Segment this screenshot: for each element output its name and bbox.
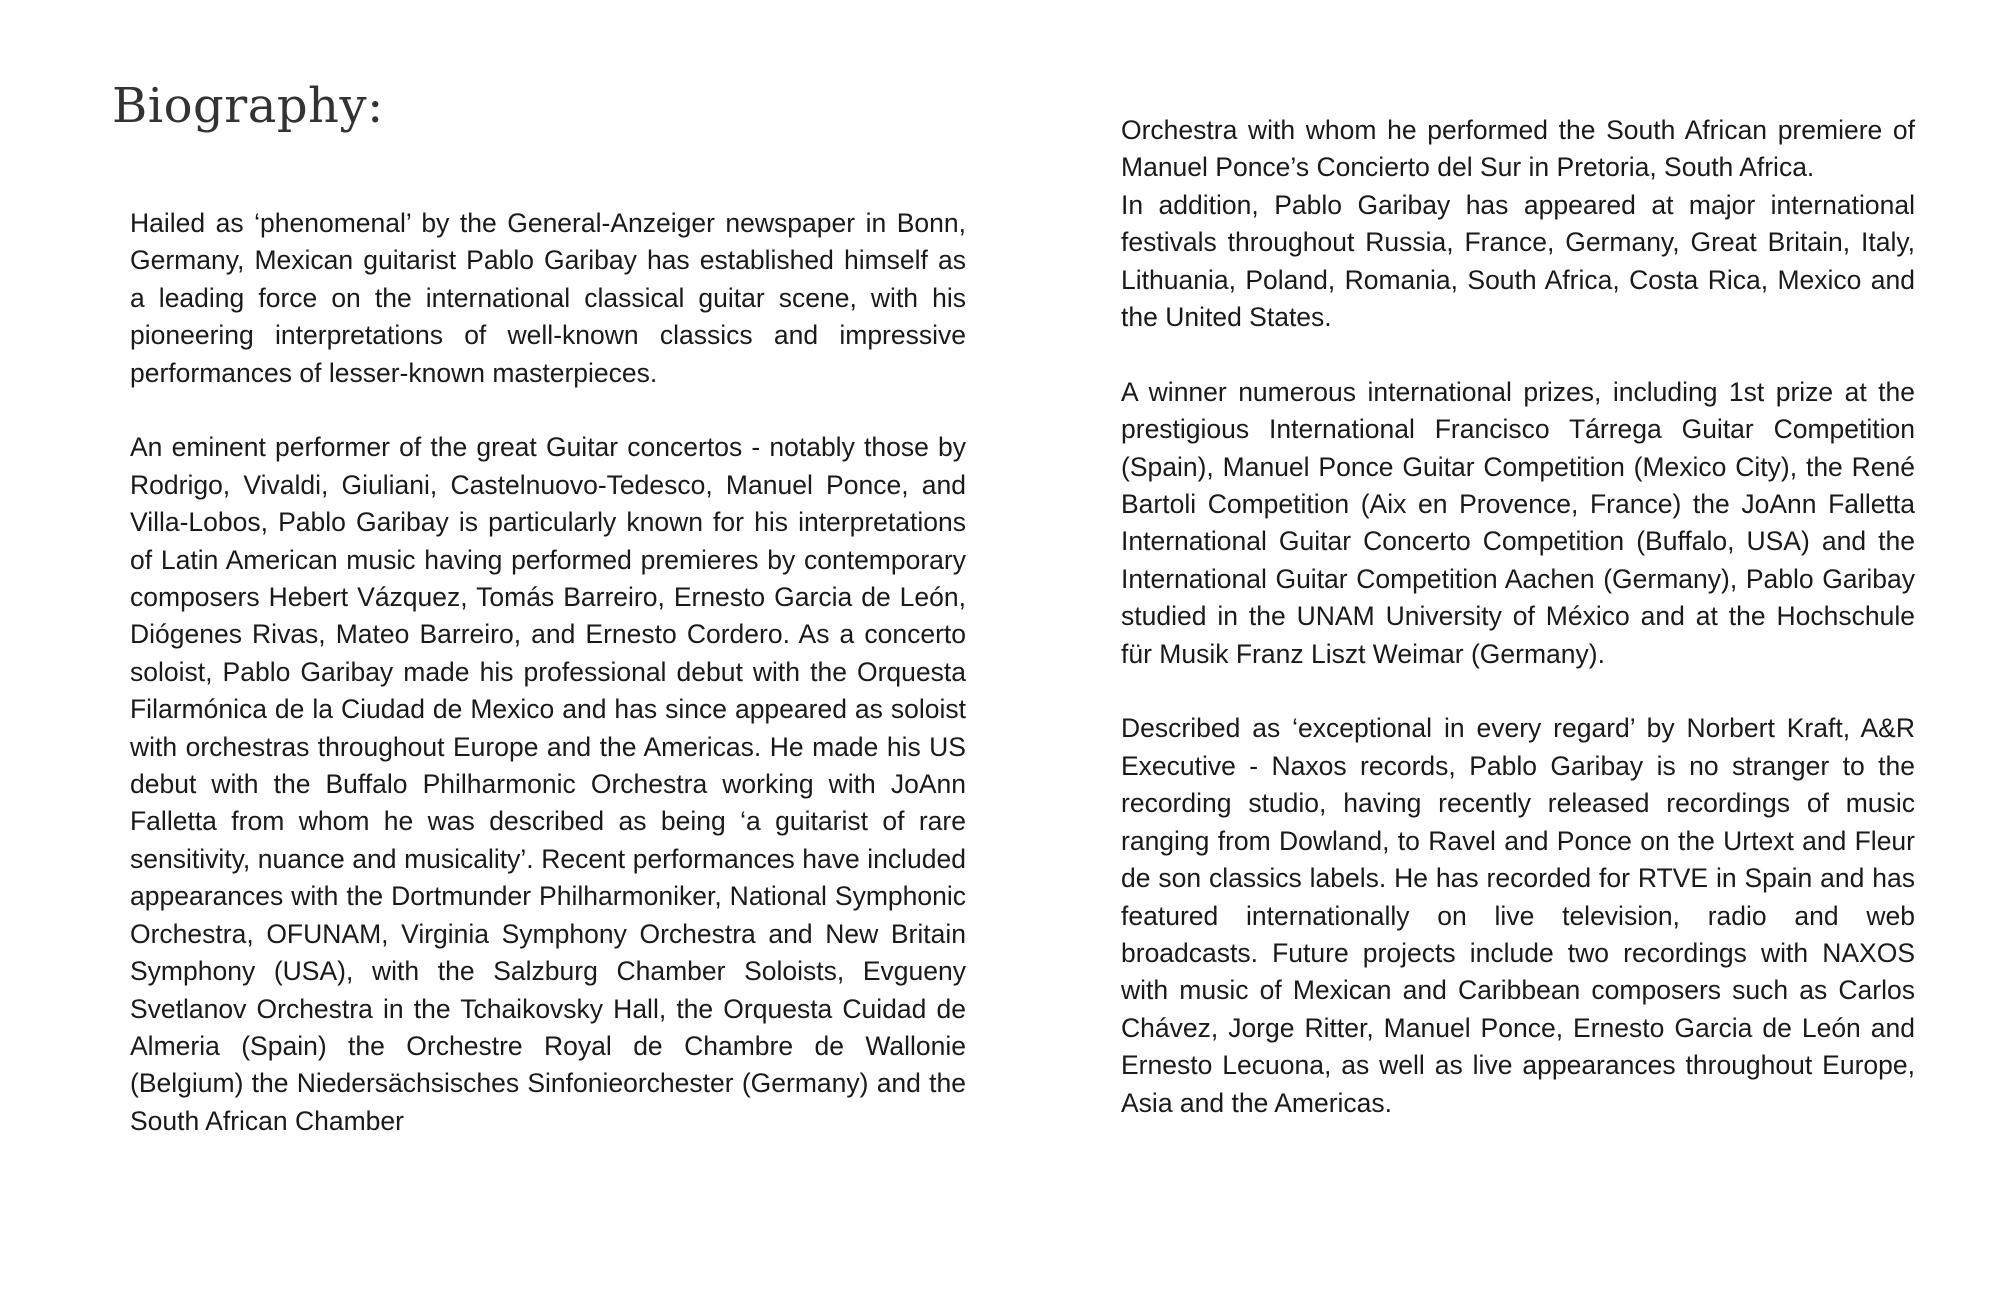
paragraph-concertos: An eminent performer of the great Guitar concertos - notably those by Rodrigo, Vivaldi, Giuliani, Castelnuovo-Tedesco, Manuel Ponce, and Villa-Lobos, Pablo Garibay is particularly known for his interpretations of Latin American music having performed premieres by contemporary composers Hebert Vázquez, Tomás Barreiro, Ernesto Garcia de León, Diógenes Rivas, Mateo Barreiro, and Ernesto Cordero. As a concerto soloist, Pablo Garibay made his professional debut with the Orquesta Filarmónica de la Ciudad de Mexico and has since appeared as soloist with orchestras throughout Europe and the Americas. He made his US debut with the Buffalo Philharmonic Orchestra working with JoAnn Falletta from whom he was described as being ‘a guitarist of rare sensitivity, nuance and musicality’. Recent performances have included appearances with the Dortmunder Philharmoniker, National Symphonic Orchestra, OFUNAM, Virginia Symphony Orchestra and New Britain Symphony (USA), with the Salzburg Chamber Soloists, Evgueny Svetlanov Orchestra in the Tchaikovsky Hall, the Orquesta Cuidad de Almeria (Spain) the Orchestre Royal de Chambre de Wallonie (Belgium) the Niedersächsisches Sinfonieorchester (Germany) and the South African Chamber [130,432,966,1136]
paragraph-festivals: In addition, Pablo Garibay has appeared at major international festivals throughout Russia, France, Germany, Great Britain, Italy, Lithuania, Poland, Romania, South Africa, Costa Rica, Mexico and the United States. [1121,189,1915,333]
right-text-column [1121,112,1915,1122]
left-text-column [130,205,966,1140]
paragraph-prizes: A winner numerous international prizes, including 1st prize at the prestigious International Francisco Tárrega Guitar Competition (Spain), Manuel Ponce Guitar Competition (Mexico City), the René Bartoli Competition (Aix en Provence, France) the JoAnn Falletta International Guitar Concerto Competition (Buffalo, USA) and the International Guitar Competition Aachen (Germany), Pablo Garibay studied in the UNAM University of México and at the Hochschule für Musik Franz Liszt Weimar (Germany). [1121,376,1915,669]
paragraph-premiere-continuation: Orchestra with whom he performed the South African premiere of Manuel Ponce’s Concierto del Sur in Pretoria, South Africa. [1121,115,1915,183]
paragraph-recordings: Described as ‘exceptional in every regard’ by Norbert Kraft, A&R Executive - Naxos records, Pablo Garibay is no stranger to the recording studio, having recently released recordings of music ranging from Dowland, to Ravel and Ponce on the Urtext and Fleur de son classics labels. He has recorded for RTVE in Spain and has featured internationally on live television, radio and web broadcasts. Future projects include two recordings with NAXOS with music of Mexican and Caribbean composers such as Carlos Chávez, Jorge Ritter, Manuel Ponce, Ernesto Garcia de León and Ernesto Lecuona, as well as live appearances throughout Europe, Asia and the Americas. [1121,713,1915,1118]
page-heading: Biography: [112,78,384,134]
paragraph-intro: Hailed as ‘phenomenal’ by the General-Anzeiger newspaper in Bonn, Germany, Mexican guitarist Pablo Garibay has established himself as a leading force on the international classical guitar scene, with his pioneering interpretations of well-known classics and impressive performances of lesser-known masterpieces. [130,208,966,388]
